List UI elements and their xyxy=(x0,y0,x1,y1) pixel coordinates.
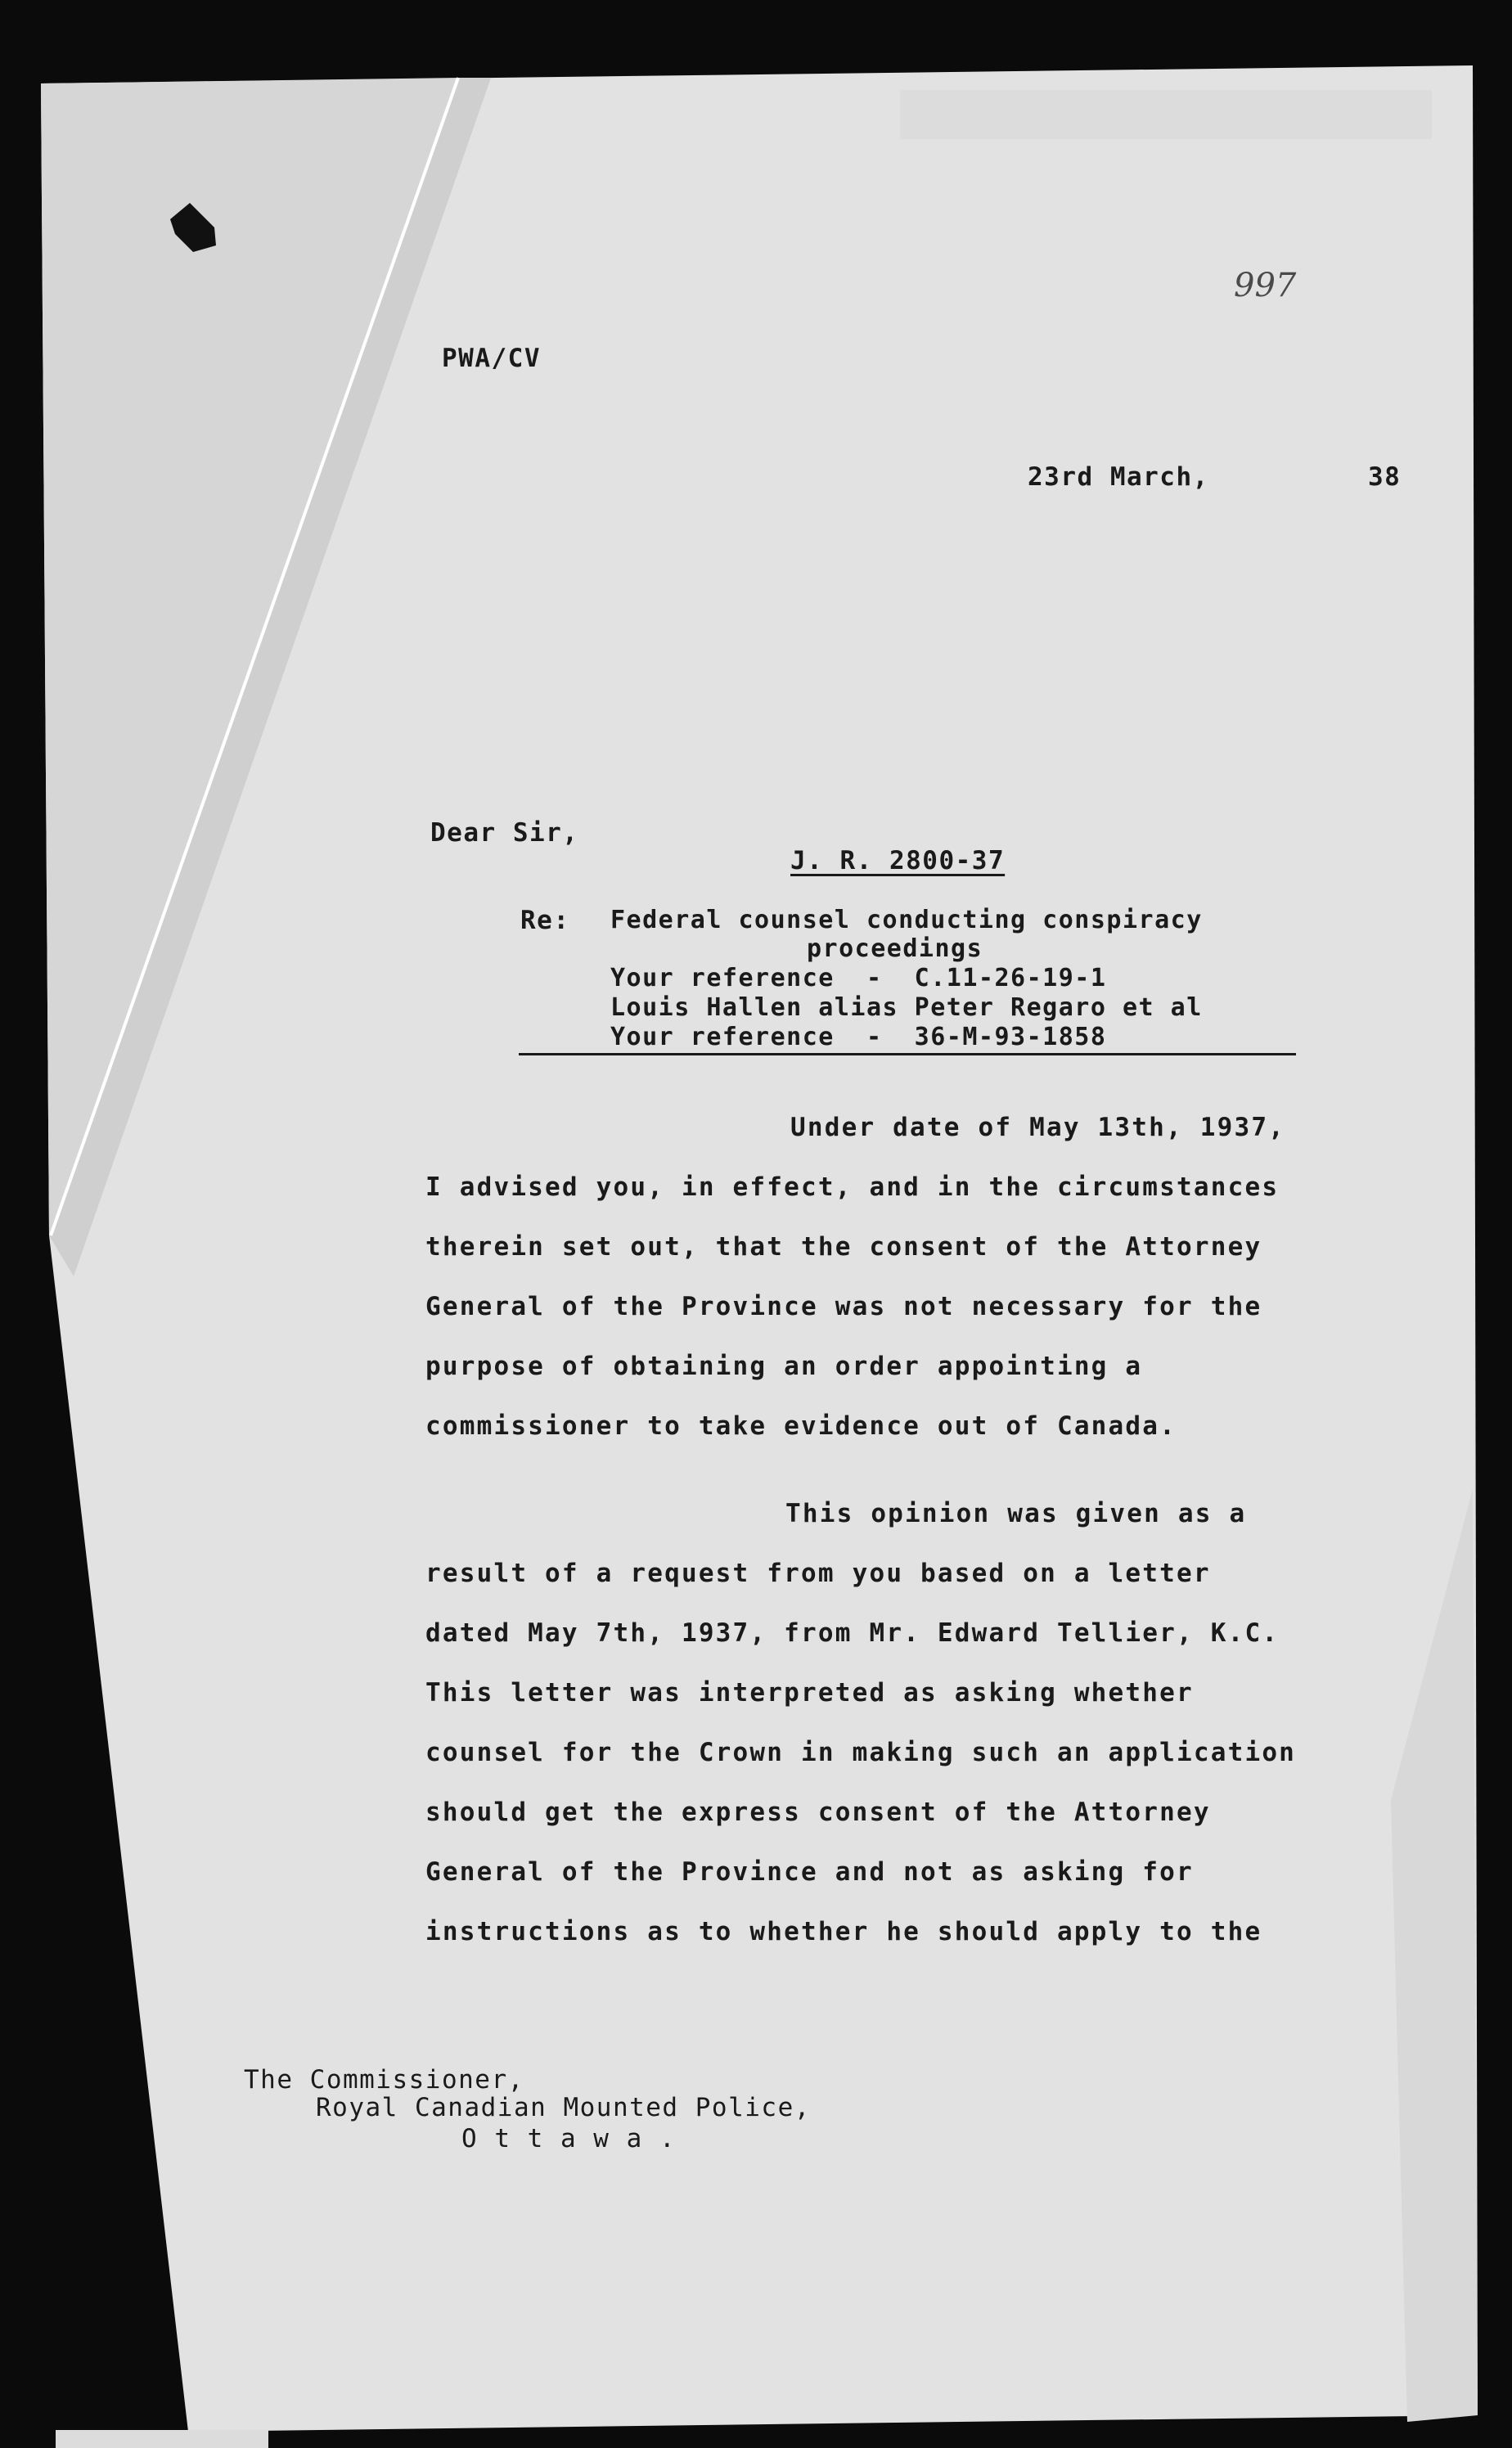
para1-line-5: purpose of obtaining an order appointing a xyxy=(425,1352,1143,1381)
addressee-line-2: Royal Canadian Mounted Police, xyxy=(316,2093,811,2122)
re-line-1: Federal counsel conducting conspiracy xyxy=(610,906,1203,934)
file-reference: J. R. 2800-37 xyxy=(790,846,1006,875)
para1-line-3: therein set out, that the consent of the Attorney xyxy=(425,1232,1262,1262)
re-line-2: proceedings xyxy=(807,934,983,963)
para2-line-4: This letter was interpreted as asking whether xyxy=(425,1678,1194,1708)
addressee-line-1: The Commissioner, xyxy=(244,2065,524,2095)
re-block-rule xyxy=(519,1053,1296,1055)
para2-line-3: dated May 7th, 1937, from Mr. Edward Tellier, K.C. xyxy=(425,1618,1280,1648)
letter-year: 38 xyxy=(1368,462,1402,492)
re-label: Re: xyxy=(520,906,570,935)
reference-initials: PWA/CV xyxy=(442,344,541,373)
para2-line-6: should get the express consent of the Attorney xyxy=(425,1798,1211,1827)
re-line-5: Your reference - 36-M-93-1858 xyxy=(610,1023,1107,1051)
para2-line-2: result of a request from you based on a letter xyxy=(425,1559,1211,1588)
re-line-4: Louis Hallen alias Peter Regaro et al xyxy=(610,993,1203,1022)
re-line-3: Your reference - C.11-26-19-1 xyxy=(610,964,1107,992)
para2-line-7: General of the Province and not as asking for xyxy=(425,1857,1194,1887)
para1-line-6: commissioner to take evidence out of Canada. xyxy=(425,1411,1177,1441)
letter-date: 23rd March, xyxy=(1028,462,1209,492)
para2-line-1: This opinion was given as a xyxy=(785,1499,1247,1528)
para2-line-8: instructions as to whether he should apply to the xyxy=(425,1917,1262,1946)
folio-number: 997 xyxy=(1234,267,1297,304)
addressee-line-3: O t t a w a . xyxy=(461,2124,677,2153)
salutation: Dear Sir, xyxy=(430,818,579,848)
para1-line-2: I advised you, in effect, and in the circumstances xyxy=(425,1172,1280,1202)
para2-line-5: counsel for the Crown in making such an application xyxy=(425,1738,1297,1767)
para1-line-1: Under date of May 13th, 1937, xyxy=(790,1113,1286,1142)
para1-line-4: General of the Province was not necessary for the xyxy=(425,1292,1262,1321)
